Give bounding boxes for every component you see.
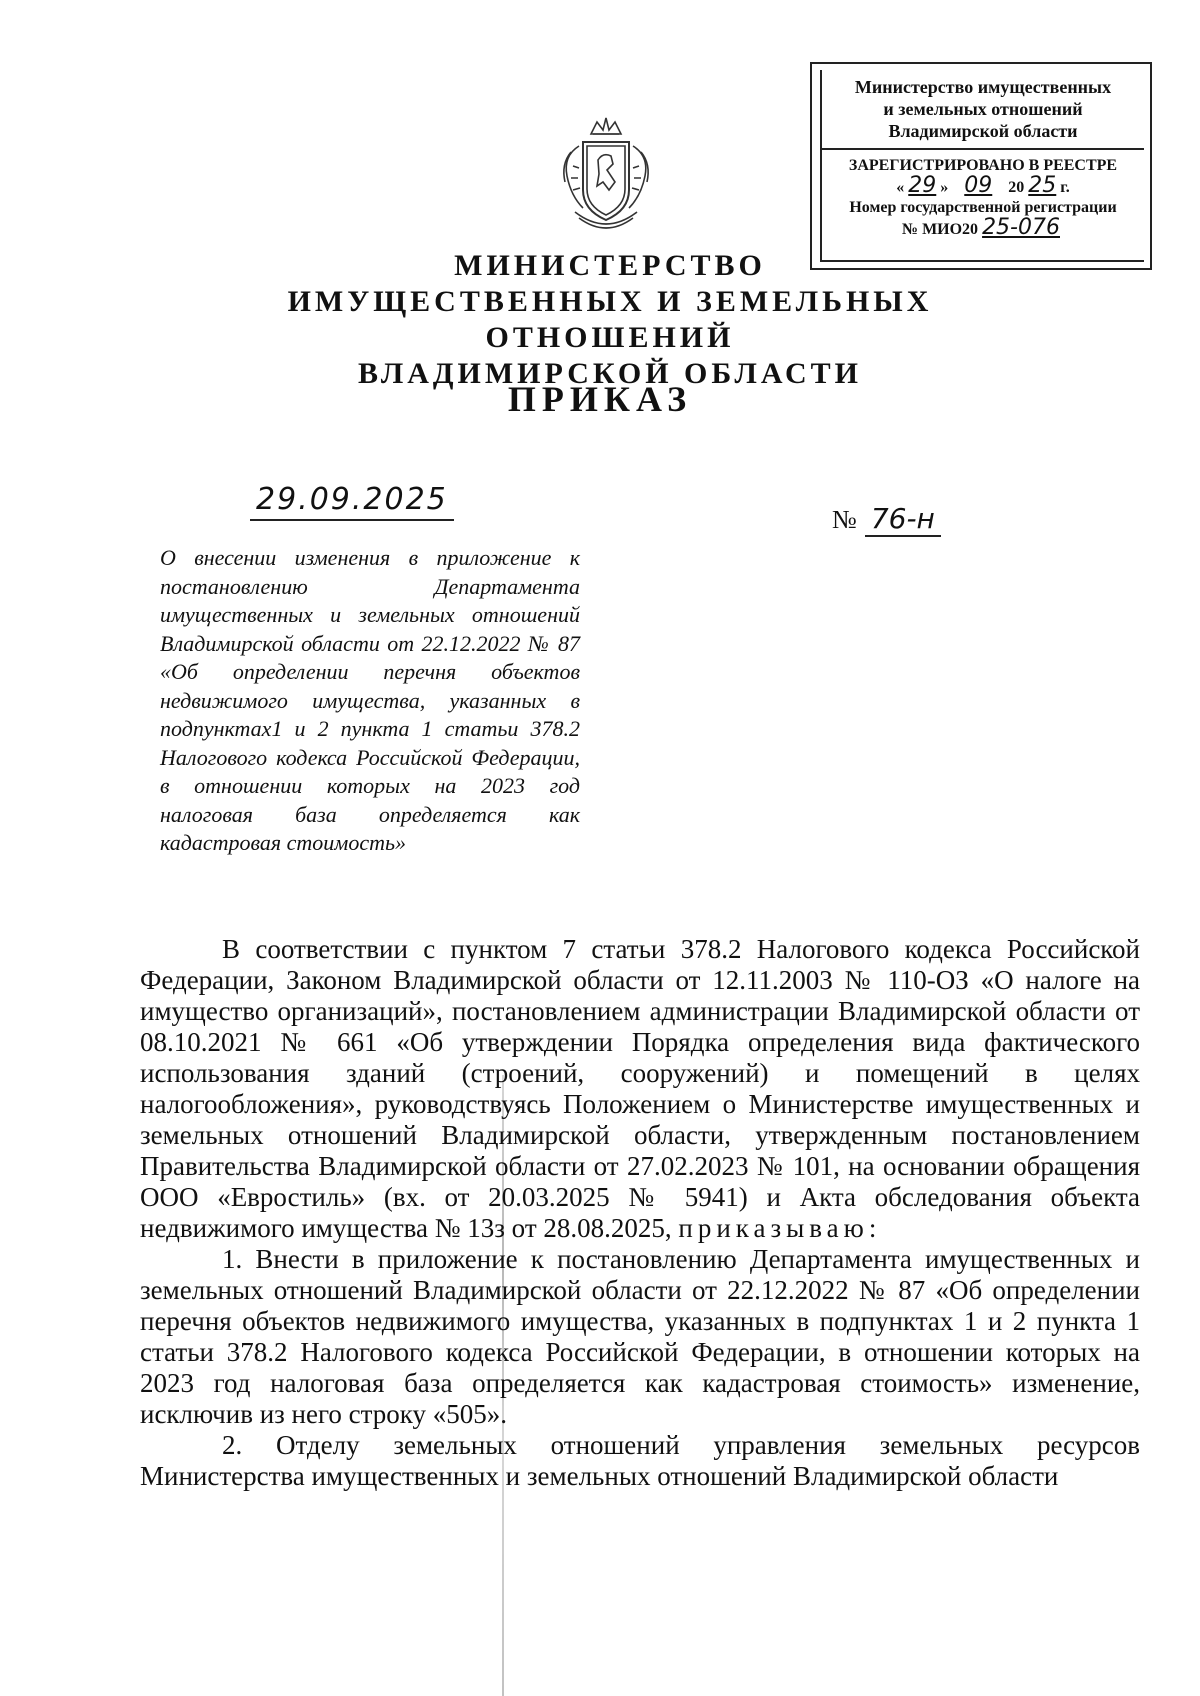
coat-of-arms-icon [553, 112, 659, 238]
registration-stamp-inner [820, 70, 1144, 262]
registration-stamp [810, 62, 1152, 270]
decree-word: приказываю: [678, 1213, 882, 1243]
stamp-close-quote: » [940, 179, 949, 196]
stamp-org-line-3: Владимирской области [888, 121, 1078, 141]
stamp-date [822, 173, 1144, 198]
stamp-day: 29 [908, 173, 937, 198]
order-subject: О внесении изменения в приложение к постановлению Департамента имущественных и земельных отношений Владимирской области от 22.12.2022 № 87 «Об определении перечня объектов недвижимого имущества, указанных в подпунктах1 и 2 пункта 1 статьи 378.2 Налогового кодекса Российской Федерации, в отношении которых на 2023 год налоговая база определяется как кадастровая стоимость» [160, 545, 580, 855]
order-number-handwritten: 76-н [865, 502, 941, 537]
document-type-title: ПРИКАЗ [507, 379, 693, 419]
ministry-header-line-2: ИМУЩЕСТВЕННЫХ И ЗЕМЕЛЬНЫХ ОТНОШЕНИЙ [287, 285, 933, 354]
stamp-org-line-2: и земельных отношений [883, 99, 1083, 119]
stamp-reg-number [822, 215, 1144, 240]
stamp-open-quote: « [896, 179, 905, 196]
order-date-handwritten: 29.09.2025 [250, 482, 454, 521]
stamp-divider [822, 148, 1144, 150]
ministry-header-line-1: МИНИСТЕРСТВО [454, 249, 766, 282]
stamp-reg-number-hand: 25-076 [982, 215, 1060, 240]
stamp-organization [822, 70, 1144, 142]
stamp-org-line-1: Министерство имущественных [854, 77, 1112, 97]
stamp-year-prefix: 20 [1008, 179, 1025, 196]
order-body [140, 934, 1140, 1492]
order-number-label: № [832, 505, 857, 534]
order-number [832, 502, 941, 535]
body-intro-text: В соответствии с пунктом 7 статьи 378.2 Налогового кодекса Российской Федерации, Законом Владимирской области от 12.11.2003 № 110-ОЗ «О налоге на имущество организаций», постановлением администрации Владимирской области от 08.10.2021 № 661 «Об утверждении Порядка определения вида фактического использования зданий (строений, сооружений) и помещений в целях налогообложения», руководствуясь Положением о Министерстве имущественных и земельных отношений Владимирской области, утвержденным постановлением Правительства Владимирской области от 27.02.2023 № 101, на основании обращения ООО «Евростиль» (вх. от 20.03.2025 № 5941) и Акта обследования объекта недвижимого имущества № 13з от 28.08.2025, [140, 934, 1140, 1243]
stamp-year-unit: г. [1060, 179, 1070, 196]
stamp-year-suffix: 25 [1028, 173, 1057, 198]
ministry-header [180, 248, 1040, 392]
ministry-header-line-3: ВЛАДИМИРСКОЙ ОБЛАСТИ [358, 357, 862, 390]
stamp-month: 09 [964, 173, 993, 198]
stamp-reg-number-label: Номер государственной регистрации [849, 199, 1117, 216]
stamp-reg-number-prefix: № МИО20 [901, 221, 979, 238]
body-item-1: 1. Внести в приложение к постановлению Департамента имущественных и земельных отношений Владимирской области от 22.12.2022 № 87 «Об определении перечня объектов недвижимого имущества, указанных в подпунктах 1 и 2 пункта 1 статьи 378.2 Налогового кодекса Российской Федерации, в отношении которых на 2023 год налоговая база определяется как кадастровая стоимость» изменение, исключив из него строку «505». [140, 1244, 1140, 1429]
stamp-registered-label: ЗАРЕГИСТРИРОВАНО В РЕЕСТРЕ [848, 157, 1118, 174]
body-intro-paragraph [140, 934, 1140, 1244]
body-item-2: 2. Отделу земельных отношений управления земельных ресурсов Министерства имущественных и земельных отношений Владимирской области [140, 1430, 1140, 1491]
